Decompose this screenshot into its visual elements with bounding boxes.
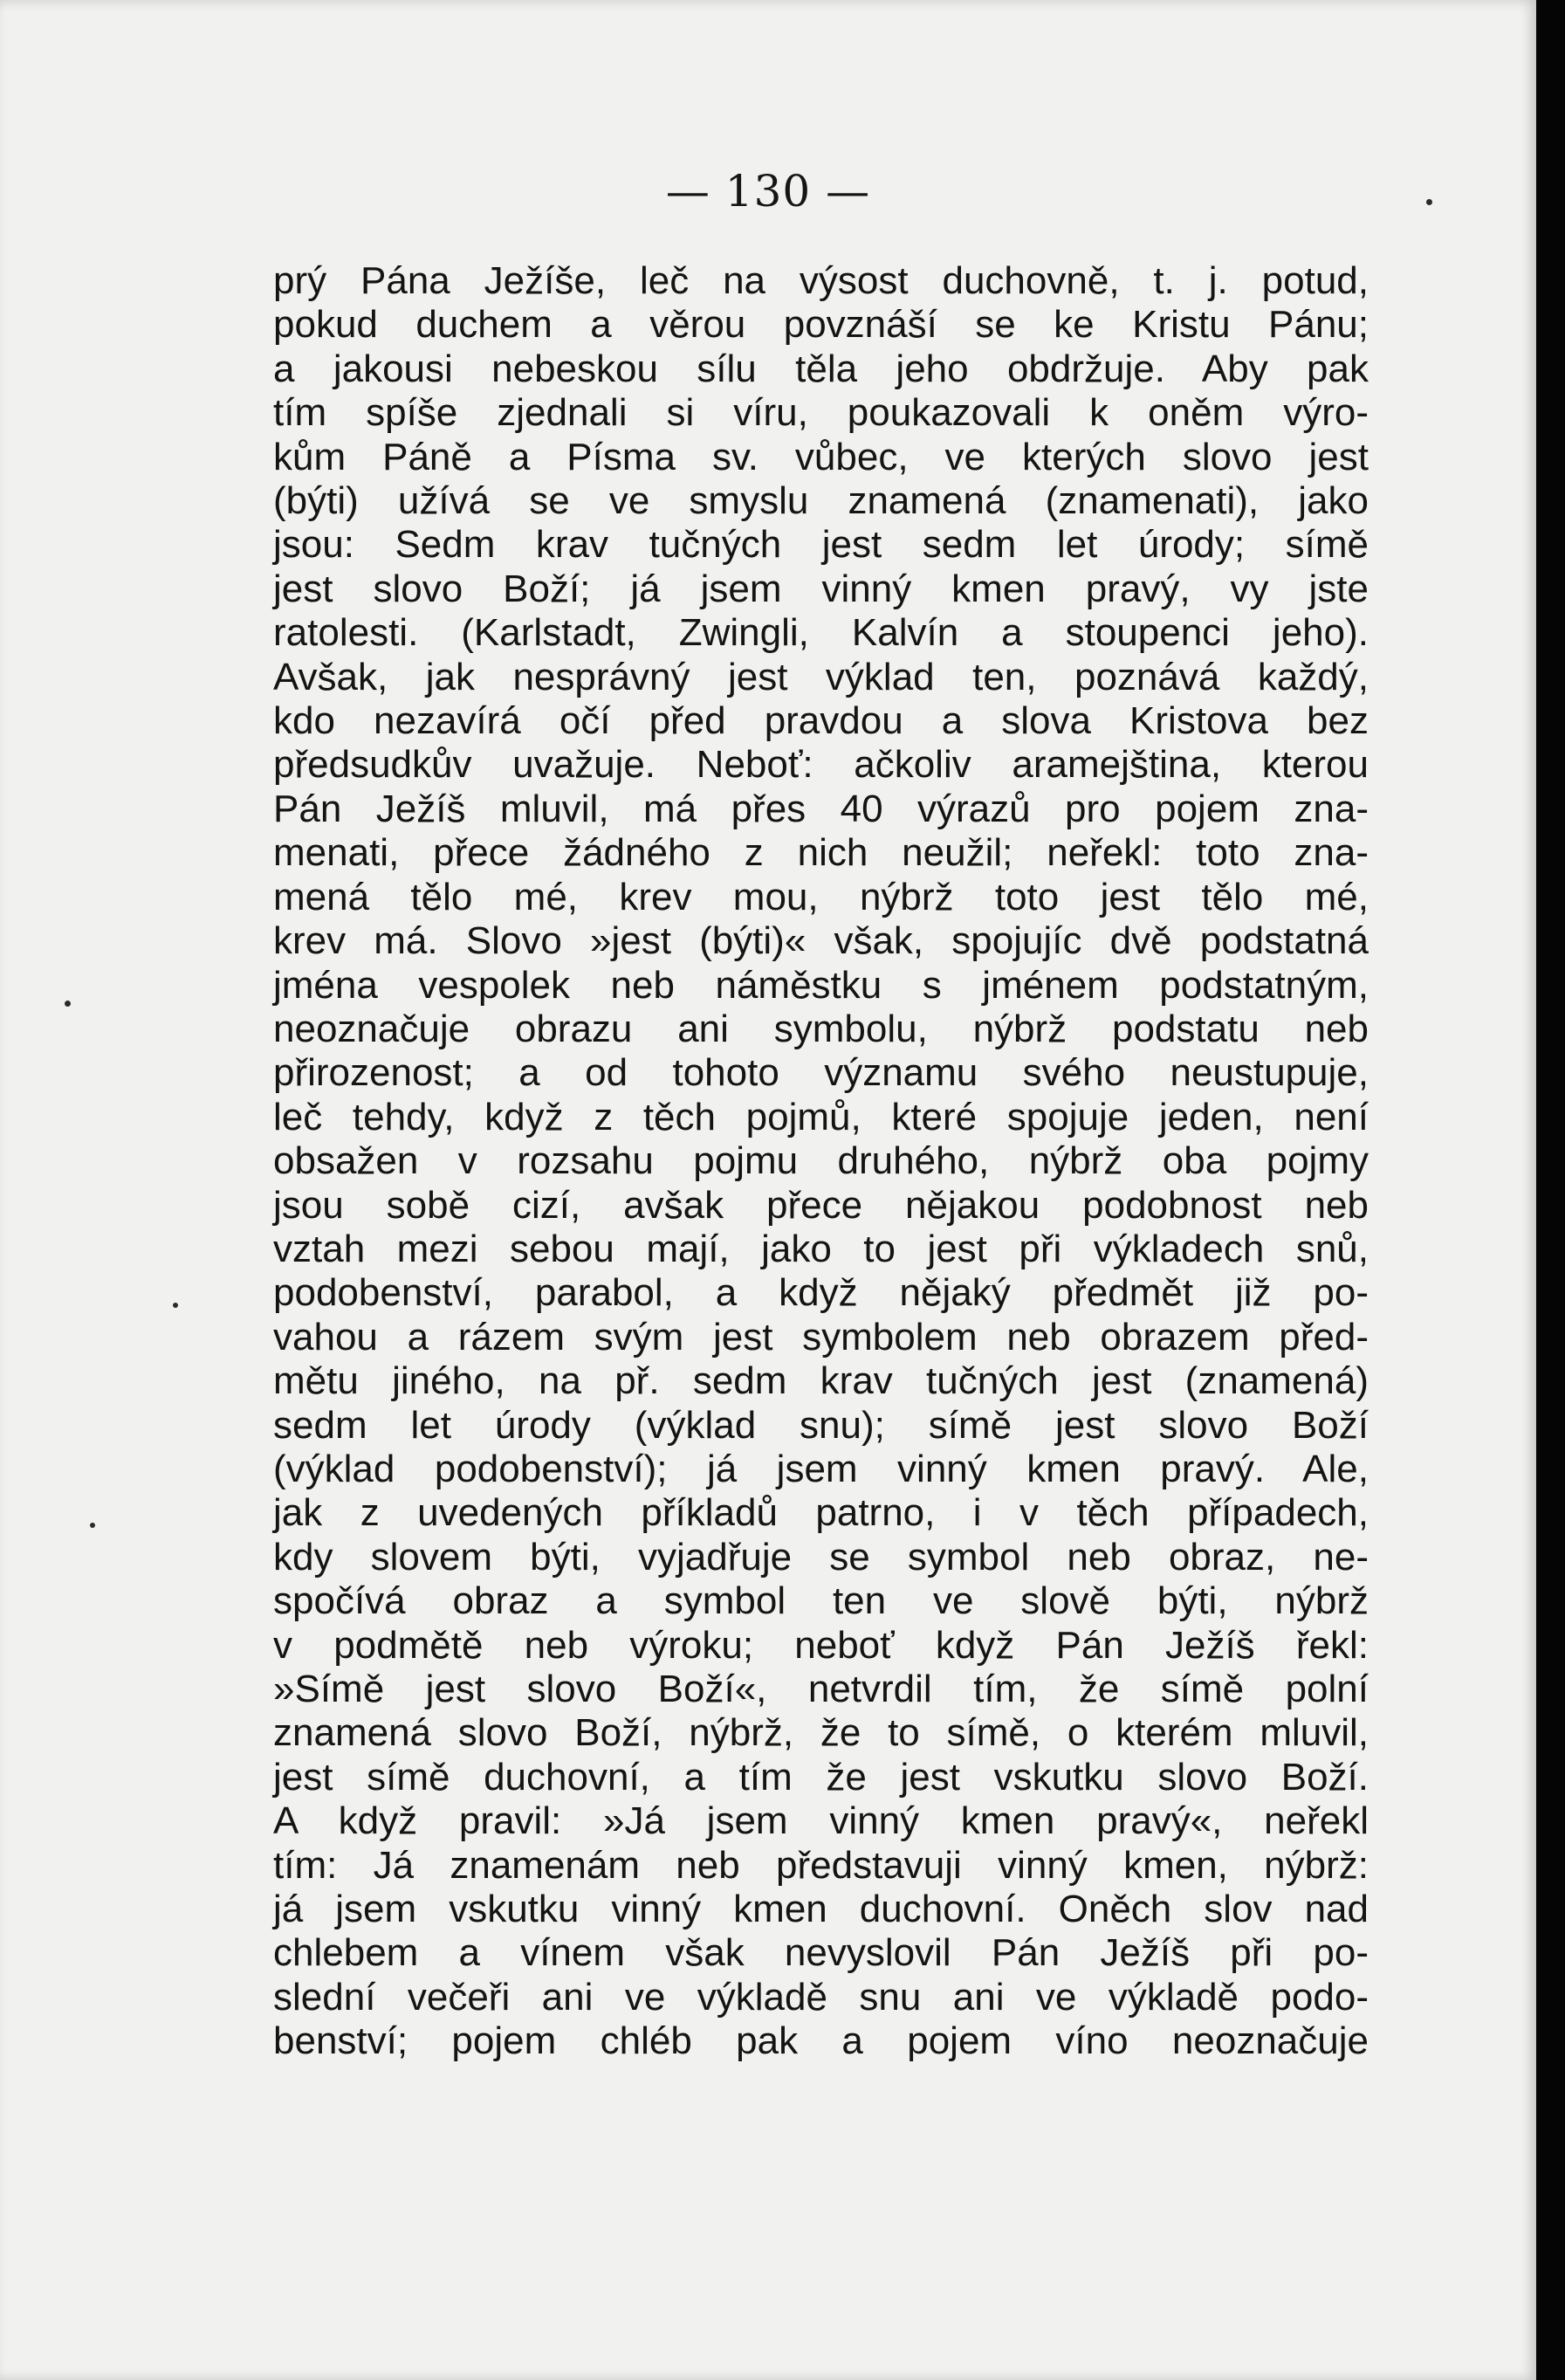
text-line: přirozenost; a od tohoto významu svého neustupuje,	[273, 1051, 1369, 1095]
text-line: jsou sobě cizí, avšak přece nějakou podobnost neb	[273, 1183, 1369, 1227]
text-line: Avšak, jak nesprávný jest výklad ten, poznává každý,	[273, 655, 1369, 698]
scan-speck	[173, 1303, 178, 1308]
scan-speck	[1426, 199, 1432, 205]
text-line: (býti) užívá se ve smyslu znamená (znamenati), jako	[273, 479, 1369, 523]
text-line: jest slovo Boží; já jsem vinný kmen pravý, vy jste	[273, 567, 1369, 610]
text-line: obsažen v rozsahu pojmu druhého, nýbrž oba pojmy	[273, 1139, 1369, 1183]
text-line: vztah mezi sebou mají, jako to jest při výkladech snů,	[273, 1227, 1369, 1270]
text-line: v podmětě neb výroku; neboť když Pán Ježíš řekl:	[273, 1623, 1369, 1667]
text-line: kdo nezavírá očí před pravdou a slova Kristova bez	[273, 699, 1369, 743]
text-line: pokud duchem a věrou povznáší se ke Kristu Pánu;	[273, 303, 1369, 347]
text-line: jak z uvedených příkladů patrno, i v těch případech,	[273, 1491, 1369, 1535]
text-line: mená tělo mé, krev mou, nýbrž toto jest tělo mé,	[273, 875, 1369, 918]
text-line: jsou: Sedm krav tučných jest sedm let úrody; símě	[273, 523, 1369, 567]
text-line: Pán Ježíš mluvil, má přes 40 výrazů pro pojem zna-	[273, 787, 1369, 830]
scan-speck	[90, 1523, 95, 1528]
scan-border	[1536, 0, 1565, 2380]
text-line: tím spíše zjednali si víru, poukazovali k oněm výro-	[273, 391, 1369, 435]
text-line: chlebem a vínem však nevyslovil Pán Ježíš při po-	[273, 1931, 1369, 1975]
text-line: neoznačuje obrazu ani symbolu, nýbrž podstatu neb	[273, 1007, 1369, 1050]
text-line: leč tehdy, když z těch pojmů, které spojuje jeden, není	[273, 1095, 1369, 1138]
page-number: — 130 —	[665, 166, 871, 217]
text-line: (výklad podobenství); já jsem vinný kmen pravý. Ale,	[273, 1447, 1369, 1490]
text-line: znamená slovo Boží, nýbrž, že to símě, o kterém mluvil,	[273, 1711, 1369, 1755]
text-line: jest símě duchovní, a tím že jest vskutku slovo Boží.	[273, 1755, 1369, 1799]
text-line: kdy slovem býti, vyjadřuje se symbol neb obraz, ne-	[273, 1535, 1369, 1579]
text-line: »Símě jest slovo Boží«, netvrdil tím, že símě polní	[273, 1668, 1369, 1710]
body-text	[273, 259, 1369, 2064]
text-line: já jsem vskutku vinný kmen duchovní. Oněch slov nad	[273, 1888, 1369, 1931]
text-line: spočívá obraz a symbol ten ve slově býti, nýbrž	[273, 1579, 1369, 1623]
text-line: krev má. Slovo »jest (býti)« však, spojujíc dvě podstatná	[273, 919, 1369, 963]
text-line: tím: Já znamenám neb představuji vinný kmen, nýbrž:	[273, 1843, 1369, 1887]
text-line: jména vespolek neb náměstku s jménem podstatným,	[273, 963, 1369, 1007]
text-line: slední večeři ani ve výkladě snu ani ve výkladě podo-	[273, 1975, 1369, 2019]
text-line: podobenství, parabol, a když nějaký předmět již po-	[273, 1271, 1369, 1315]
text-line: a jakousi nebeskou sílu těla jeho obdržuje. Aby pak	[273, 347, 1369, 390]
scan-speck	[65, 1001, 71, 1007]
text-line: benství; pojem chléb pak a pojem víno neoznačuje	[273, 2019, 1369, 2063]
text-line: předsudkův uvažuje. Neboť: ačkoliv aramejština, kterou	[273, 743, 1369, 787]
text-line: ratolesti. (Karlstadt, Zwingli, Kalvín a stoupenci jeho).	[273, 611, 1369, 655]
text-line: mětu jiného, na př. sedm krav tučných jest (znamená)	[273, 1359, 1369, 1403]
text-line: sedm let úrody (výklad snu); símě jest slovo Boží	[273, 1403, 1369, 1447]
text-line: prý Pána Ježíše, leč na výsost duchovně, t. j. potud,	[273, 259, 1369, 302]
text-line: vahou a rázem svým jest symbolem neb obrazem před-	[273, 1315, 1369, 1359]
text-line: menati, přece žádného z nich neužil; neřekl: toto zna-	[273, 831, 1369, 875]
text-line: kům Páně a Písma sv. vůbec, ve kterých slovo jest	[273, 435, 1369, 478]
text-line: A když pravil: »Já jsem vinný kmen pravý«, neřekl	[273, 1799, 1369, 1843]
